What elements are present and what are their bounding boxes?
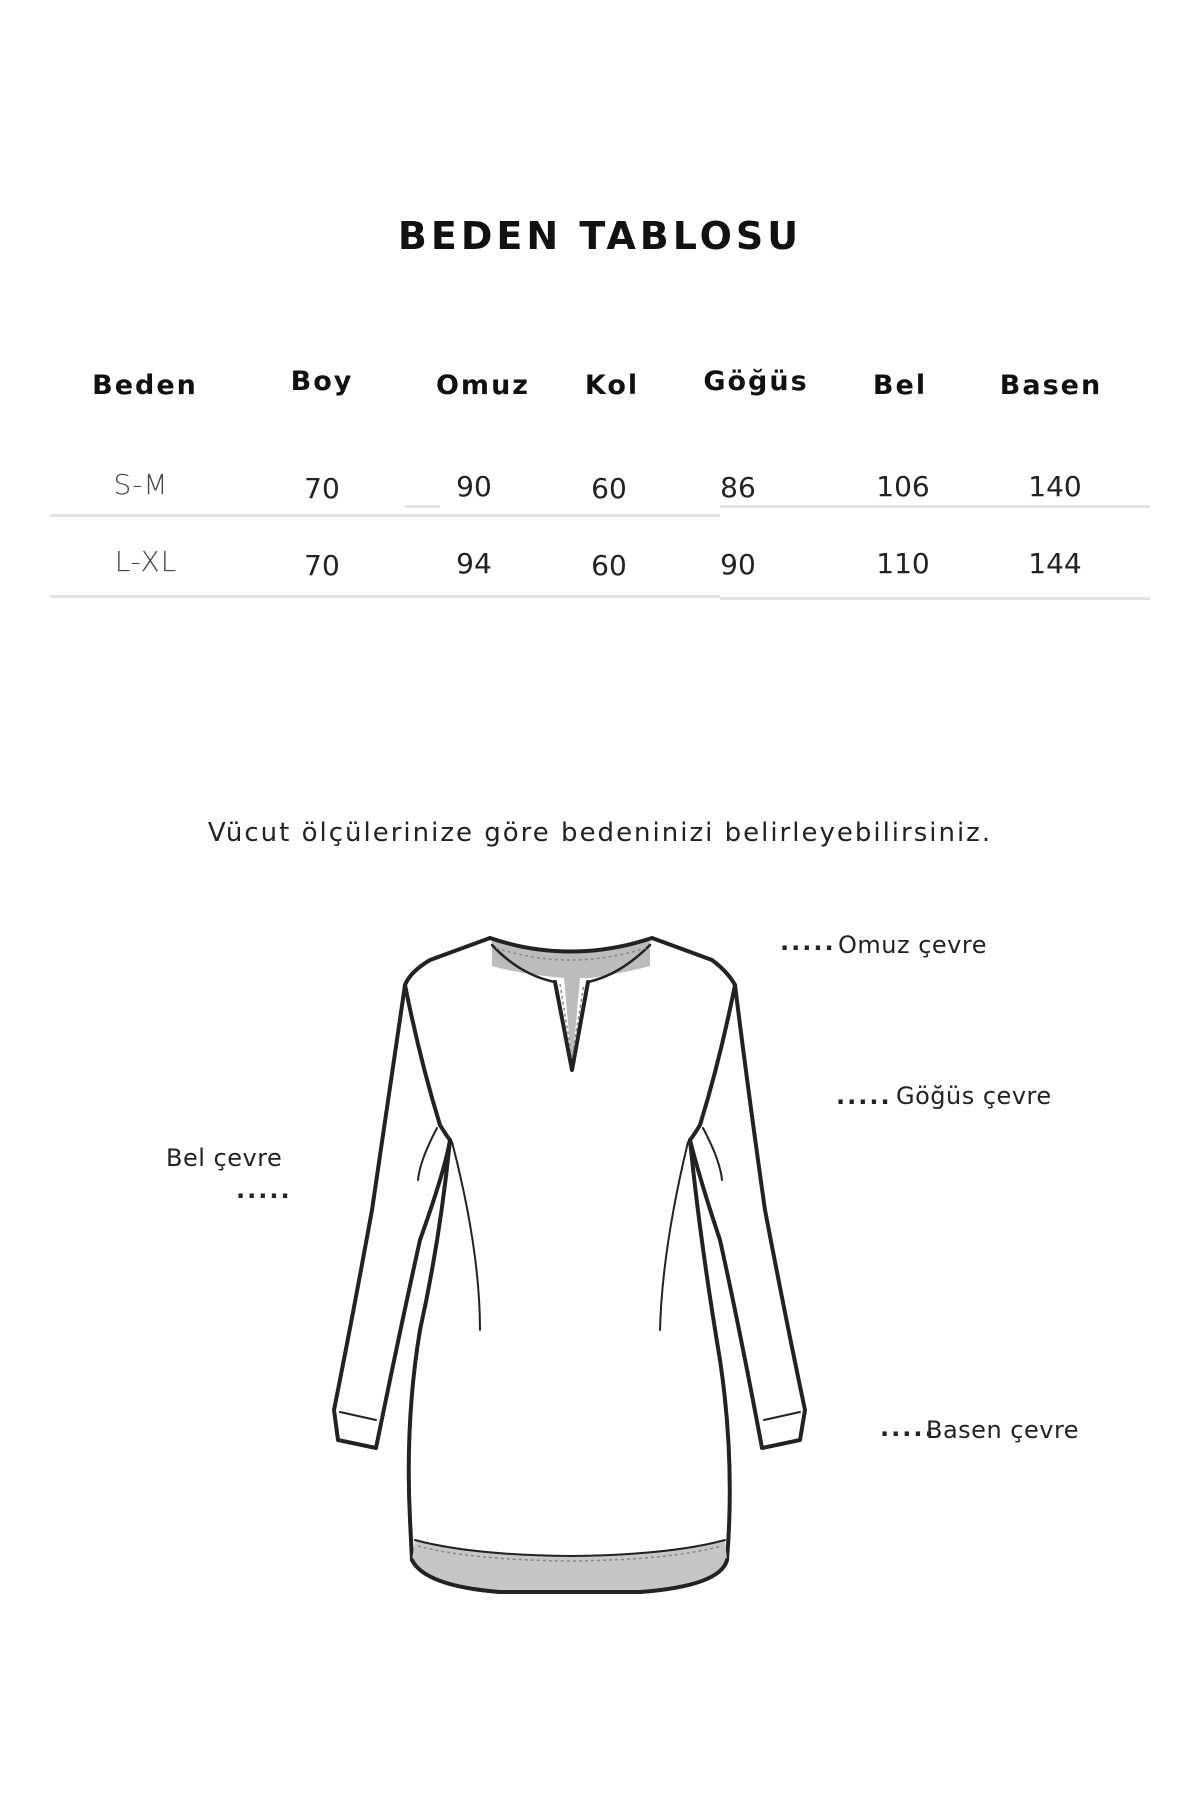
table-cell: 70 <box>304 472 340 505</box>
table-cell: 140 <box>1028 470 1082 503</box>
table-cell: 94 <box>456 547 492 580</box>
header-boy: Boy <box>290 366 354 397</box>
table-cell: 106 <box>876 470 930 503</box>
instruction-text: Vücut ölçülerinize göre bedeninizi belirleyebilirsiniz. <box>207 818 993 848</box>
omuz-marker: ..... <box>780 928 836 956</box>
table-cell: 86 <box>720 471 756 504</box>
label-gogus-cevre: Göğüs çevre <box>896 1082 1052 1110</box>
label-bel-cevre: Bel çevre <box>166 1144 283 1172</box>
table-cell: 90 <box>456 470 492 503</box>
header-kol: Kol <box>584 370 640 401</box>
header-gogus: Göğüs <box>703 366 809 397</box>
table-cell: 70 <box>304 549 340 582</box>
table-cell: 144 <box>1028 547 1082 580</box>
table-cell: 90 <box>720 548 756 581</box>
bel-marker: ..... <box>236 1176 292 1204</box>
page-title: BEDEN TABLOSU <box>397 214 803 258</box>
table-cell: 60 <box>591 549 627 582</box>
label-omuz-cevre: Omuz çevre <box>838 931 987 959</box>
header-bel: Bel <box>872 370 928 401</box>
basen-marker: ..... <box>880 1414 936 1442</box>
table-cell: 110 <box>876 547 930 580</box>
header-omuz: Omuz <box>435 370 531 401</box>
header-basen: Basen <box>999 370 1103 401</box>
label-basen-cevre: Basen çevre <box>926 1416 1080 1444</box>
gogus-marker: ..... <box>836 1082 892 1110</box>
table-cell-size: L-XL <box>114 545 178 578</box>
table-cell-size: S-M <box>113 468 169 501</box>
header-beden: Beden <box>92 370 198 401</box>
table-cell: 60 <box>591 472 627 505</box>
